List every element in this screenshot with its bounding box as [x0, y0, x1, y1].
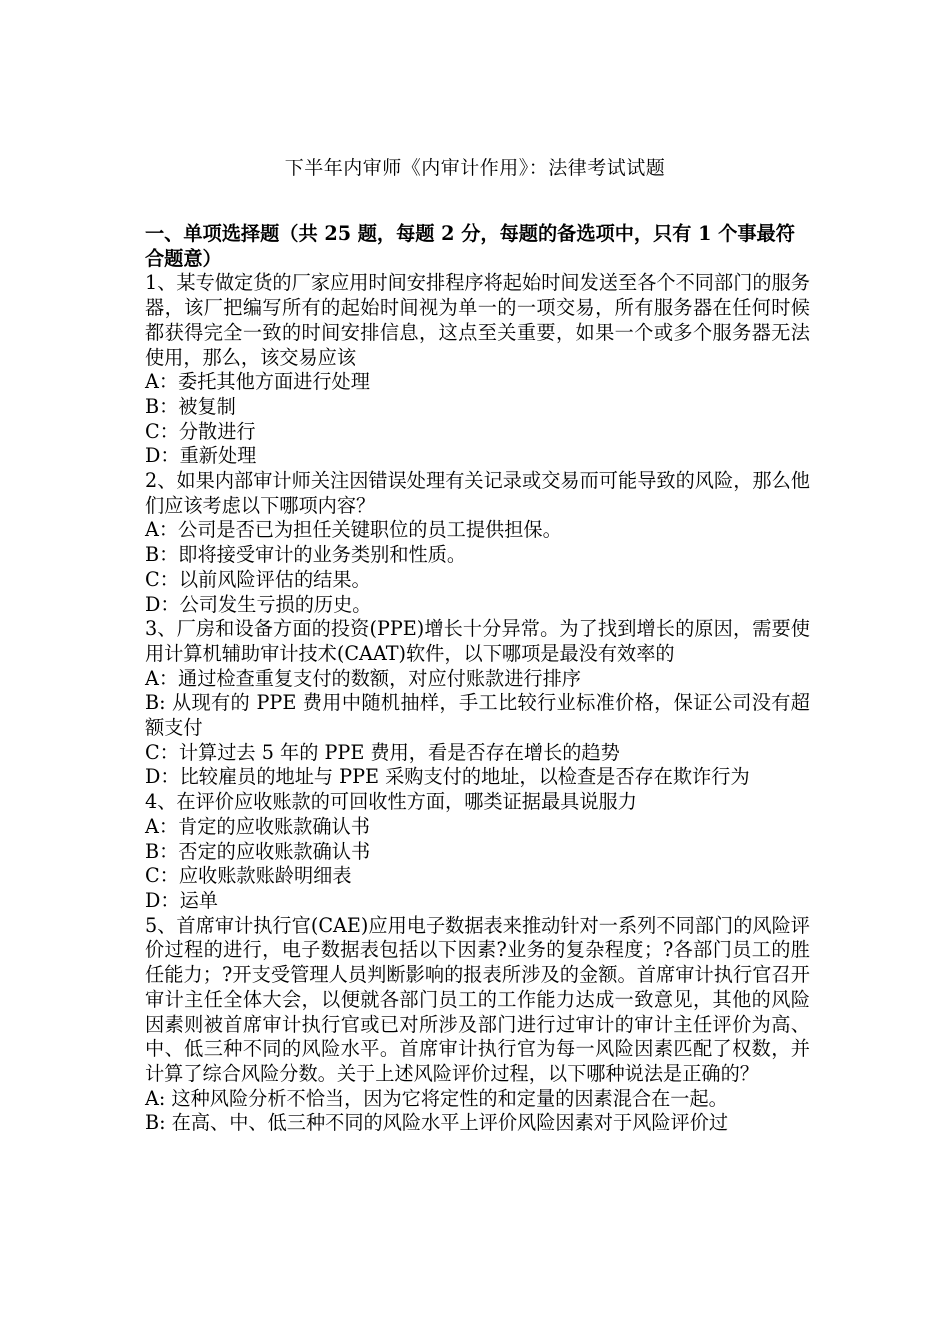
question-2-option-a: A：公司是否已为担任关键职位的员工提供担保。 [145, 518, 562, 542]
question-2-option-d: D：公司发生亏损的历史。 [145, 592, 372, 616]
question-3-option-a: A：通过检查重复支付的数额，对应付账款进行排序 [145, 666, 581, 690]
question-5-stem: 5、首席审计执行官(CAE)应用电子数据表来推动针对一系列不同部门的风险评价过程的进行，电子数据表包括以下因素?业务的复杂程度；?各部门员工的胜任能力；?开支受管理人员判断影响的报表所涉及的金额。首席审计执行官召开审计主任全体大会，以便就各部门员工的工作能力达成一致意见，其他的风险因素则被首席审计执行官或已对所涉及部门进行过审计的审计主任评价为高、中、低三种不同的风险水平。首席审计执行官为每一风险因素匹配了权数，并计算了综合风险分数。关于上述风险评价过程，以下哪种说法是正确的？ [145, 913, 810, 1085]
question-4-stem: 4、在评价应收账款的可回收性方面，哪类证据最具说服力 [145, 790, 637, 814]
question-4-option-b: B：否定的应收账款确认书 [145, 839, 371, 863]
question-3-stem: 3、厂房和设备方面的投资(PPE)增长十分异常。为了找到增长的原因，需要使用计算机辅助审计技术(CAAT)软件，以下哪项是最没有效率的 [145, 617, 810, 665]
document-body [145, 222, 810, 1136]
section-heading: 一、单项选择题（共 25 题，每题 2 分，每题的备选项中，只有 1 个事最符合题意） [145, 222, 795, 270]
question-3-option-d: D：比较雇员的地址与 PPE 采购支付的地址，以检查是否存在欺诈行为 [145, 765, 750, 789]
question-3-option-b: B: 从现有的 PPE 费用中随机抽样，手工比较行业标准价格，保证公司没有超额支付 [145, 691, 810, 740]
question-2-option-b: B：即将接受审计的业务类别和性质。 [145, 543, 467, 567]
question-2-option-c: C：以前风险评估的结果。 [145, 567, 371, 591]
question-4-option-d: D：运单 [145, 888, 218, 912]
question-1-option-c: C：分散进行 [145, 419, 256, 443]
question-1-option-b: B：被复制 [145, 394, 236, 418]
question-4-option-c: C：应收账款账龄明细表 [145, 864, 352, 888]
question-2-stem: 2、如果内部审计师关注因错误处理有关记录或交易而可能导致的风险，那么他们应该考虑以下哪项内容？ [145, 469, 810, 517]
document-title: 下半年内审师《内审计作用》：法律考试试题 [284, 157, 666, 179]
question-4-option-a: A：肯定的应收账款确认书 [145, 814, 370, 838]
question-5-option-a: A: 这种风险分析不恰当，因为它将定性的和定量的因素混合在一起。 [145, 1086, 728, 1110]
question-1-stem: 1、某专做定货的厂家应用时间安排程序将起始时间发送至各个不同部门的服务器，该厂把编写所有的起始时间视为单一的一项交易，所有服务器在任何时候都获得完全一致的时间安排信息，这点至关重要，如果一个或多个服务器无法使用，那么，该交易应该 [145, 271, 810, 369]
question-1-option-a: A：委托其他方面进行处理 [145, 370, 370, 394]
question-5-option-b: B: 在高、中、低三种不同的风险水平上评价风险因素对于风险评价过 [145, 1111, 729, 1135]
question-3-option-c: C：计算过去 5 年的 PPE 费用，看是否存在增长的趋势 [145, 740, 620, 764]
question-1-option-d: D：重新处理 [145, 444, 257, 468]
